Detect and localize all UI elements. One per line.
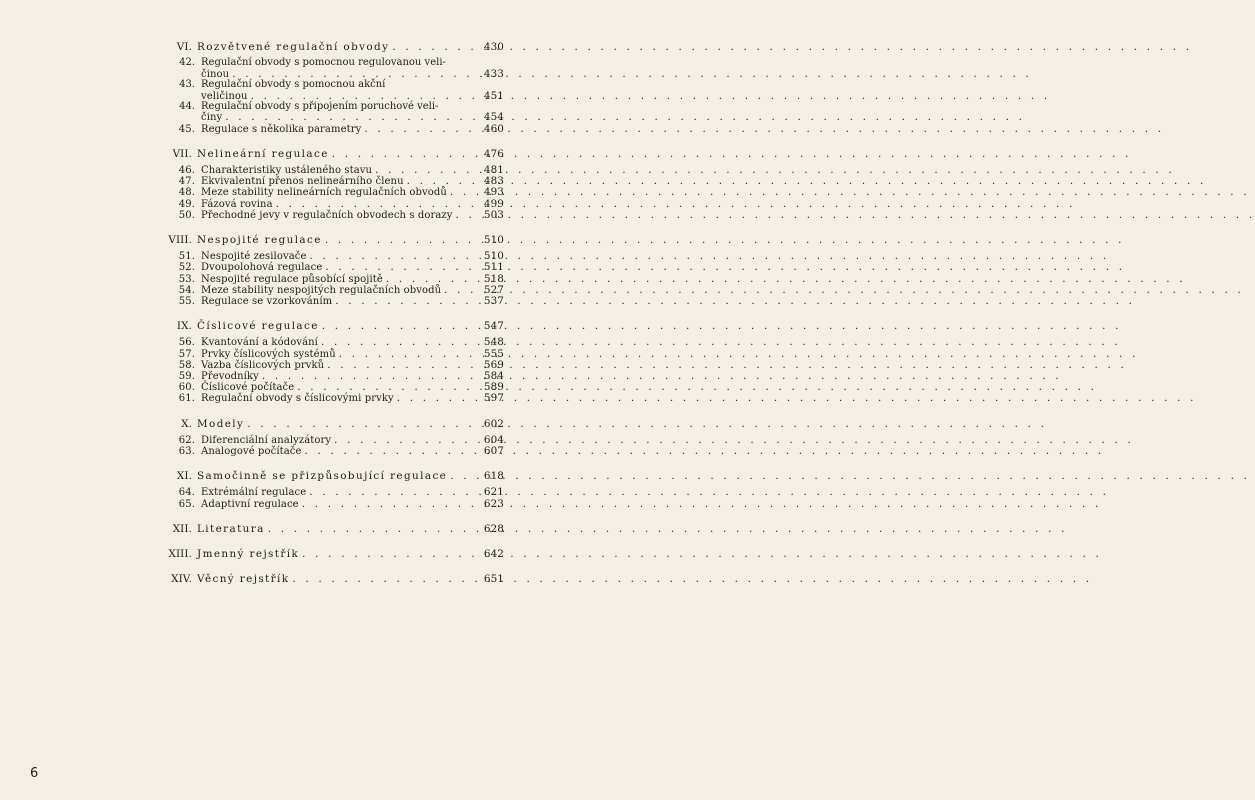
table-of-contents (158, 38, 504, 585)
section-number: 45. (178, 123, 195, 135)
toc-chapter-entry (158, 235, 504, 246)
section-page: 607 (483, 445, 504, 458)
section-title: Diferenciální analyzátory (201, 434, 332, 446)
section-title: Nespojité zesilovače (201, 251, 307, 263)
section-page: 584 (483, 370, 504, 383)
leader-dots (247, 419, 481, 430)
chapter-title: Věcný rejstřík (197, 573, 290, 586)
section-number: 60. (178, 382, 195, 394)
toc-section-entry (158, 80, 504, 91)
toc-section-entry (158, 337, 504, 348)
chapter-number: XIII. (168, 548, 192, 561)
section-title: Přechodné jevy v regulačních obvodech s dorazy (201, 209, 453, 221)
section-title: Nespojité regulace působící spojitě (201, 273, 383, 285)
section-title: Extrémální regulace (201, 487, 307, 499)
section-title: Prvky číslicových systémů (201, 348, 336, 360)
section-number: 43. (179, 79, 195, 90)
section-page: 555 (483, 347, 504, 360)
leader-dots (456, 210, 481, 221)
section-page: 454 (483, 111, 504, 124)
section-number: 65. (178, 498, 195, 510)
section-page: 548 (483, 336, 504, 349)
leader-dots (292, 574, 480, 585)
toc-chapter-entry (158, 574, 504, 585)
chapter-page: 618 (483, 470, 504, 483)
leader-dots (322, 321, 481, 332)
section-title: veličinou (201, 90, 248, 102)
section-page: 433 (483, 67, 504, 80)
section-page: 569 (483, 358, 504, 371)
leader-dots (268, 524, 481, 535)
chapter-number: VII. (172, 147, 192, 160)
chapter-page: 642 (483, 548, 504, 561)
chapter-title: Literatura (197, 522, 265, 535)
leader-dots (364, 124, 481, 135)
section-page: 451 (483, 89, 504, 102)
section-page: 499 (483, 197, 504, 210)
section-page: 503 (483, 208, 504, 221)
section-page: 493 (483, 186, 504, 199)
section-title: Regulace s několika parametry (201, 123, 362, 135)
leader-dots (225, 112, 481, 123)
section-number: 46. (178, 165, 195, 176)
section-page: 537 (483, 295, 504, 308)
section-number: 53. (178, 273, 195, 285)
leader-dots (450, 471, 481, 482)
section-title: činy (201, 112, 223, 124)
section-page: 511 (483, 261, 504, 274)
toc-section-entry (158, 262, 504, 273)
leader-dots (325, 235, 481, 246)
chapter-page: 628 (483, 522, 504, 535)
section-page: 623 (483, 497, 504, 510)
section-number: 51. (178, 251, 195, 263)
section-number: 61. (178, 393, 195, 405)
chapter-number: X. (181, 417, 192, 430)
section-number: 48. (178, 187, 195, 199)
chapter-page: 510 (483, 234, 504, 247)
chapter-title: Samočinně se přizpůsobující regulace (197, 470, 448, 483)
chapter-title: Modely (197, 417, 245, 430)
section-number: 64. (178, 487, 195, 499)
toc-chapter-entry (158, 149, 504, 160)
toc-chapter-entry (158, 524, 504, 535)
section-page: 597 (483, 392, 504, 405)
section-title: Analogové počítače (201, 446, 302, 458)
section-number: 57. (178, 348, 195, 360)
toc-section-entry (158, 446, 504, 457)
section-number: 50. (178, 209, 195, 221)
toc-section-entry (158, 296, 504, 307)
section-number: 62. (178, 434, 195, 446)
section-page: 604 (483, 433, 504, 446)
section-number: 54. (178, 284, 195, 296)
section-title-line: Regulační obvody s pomocnou akční (201, 79, 386, 90)
chapter-title: Jmenný rejstřík (197, 548, 300, 561)
section-title-line: Regulační obvody s připojením poruchové veli- (201, 100, 439, 112)
toc-chapter-entry (158, 471, 504, 482)
section-number: 59. (178, 371, 195, 383)
chapter-page: 476 (483, 147, 504, 160)
toc-section-entry (158, 187, 504, 198)
section-title: Adaptivní regulace (201, 498, 299, 510)
section-title-line: Regulační obvody s pomocnou regulovanou veli- (201, 57, 446, 69)
toc-section-entry (158, 487, 504, 498)
section-title: činou (201, 68, 230, 80)
section-number: 56. (178, 337, 195, 349)
toc-chapter-entry (158, 321, 504, 332)
leader-dots (332, 149, 481, 160)
chapter-title: Číslicové regulace (197, 320, 319, 333)
section-title: Charakteristiky ustáleného stavu (201, 165, 373, 176)
toc-chapter-entry (158, 419, 504, 430)
chapter-page: 651 (483, 573, 504, 586)
section-page: 460 (483, 122, 504, 135)
chapter-page: 602 (483, 417, 504, 430)
toc-section-continuation (158, 112, 504, 123)
leader-dots (309, 487, 481, 498)
section-title: Meze stability nelineárních regulačních obvodů (201, 187, 447, 199)
leader-dots (325, 262, 481, 273)
section-title: Ekvivalentní přenos nelineárního členu (201, 176, 404, 188)
chapter-title: Rozvětvené regulační obvody (197, 41, 390, 53)
section-title: Meze stability nespojitých regulačních obvodů (201, 284, 442, 296)
leader-dots (321, 337, 481, 348)
chapter-page: 547 (483, 320, 504, 333)
chapter-title: Nelineární regulace (197, 147, 329, 160)
section-number: 47. (178, 176, 195, 188)
page-number: 6 (30, 766, 39, 781)
toc-section-entry (158, 393, 504, 404)
toc-section-entry (158, 210, 504, 221)
section-page: 483 (483, 175, 504, 188)
leader-dots (335, 296, 481, 307)
section-page: 518 (483, 272, 504, 285)
section-page: 510 (483, 250, 504, 263)
chapter-number: IX. (176, 320, 192, 333)
section-number: 58. (178, 359, 195, 371)
chapter-number: XII. (172, 522, 192, 535)
section-number: 42. (179, 57, 195, 69)
leader-dots (450, 187, 481, 198)
leader-dots (305, 446, 481, 457)
section-page: 589 (483, 381, 504, 394)
section-number: 63. (178, 446, 195, 458)
section-title: Číslicové počítače (201, 382, 295, 394)
section-title: Regulace se vzorkováním (201, 296, 333, 308)
leader-dots (397, 393, 481, 404)
section-title: Dvoupolohová regulace (201, 262, 323, 274)
chapter-number: VIII. (168, 234, 192, 247)
section-page: 481 (483, 164, 504, 176)
section-page: 621 (483, 486, 504, 499)
leader-dots (302, 499, 481, 510)
section-title: Regulační obvody s číslicovými prvky (201, 393, 394, 405)
toc-section-entry (158, 199, 504, 210)
section-number: 44. (179, 100, 195, 112)
chapter-page: 430 (483, 41, 504, 53)
leader-dots (392, 42, 480, 53)
toc-section-entry (158, 124, 504, 135)
toc-chapter-entry (158, 549, 504, 560)
section-title: Kvantování a kódování (201, 337, 318, 349)
chapter-number: VI. (176, 41, 192, 53)
section-page: 527 (483, 283, 504, 296)
section-number: 49. (178, 198, 195, 210)
section-title: Vazba číslicových prvků (201, 359, 325, 371)
chapter-title: Nespojité regulace (197, 234, 322, 247)
section-title: Fázová rovina (201, 198, 273, 210)
toc-chapter-entry (158, 42, 504, 53)
leader-dots (302, 549, 481, 560)
leader-dots (276, 199, 481, 210)
chapter-number: XI. (176, 470, 192, 483)
toc-section-entry (158, 499, 504, 510)
section-number: 52. (178, 262, 195, 274)
section-title: Převodníky (201, 371, 259, 383)
section-number: 55. (178, 296, 195, 308)
chapter-number: XIV. (171, 573, 192, 586)
